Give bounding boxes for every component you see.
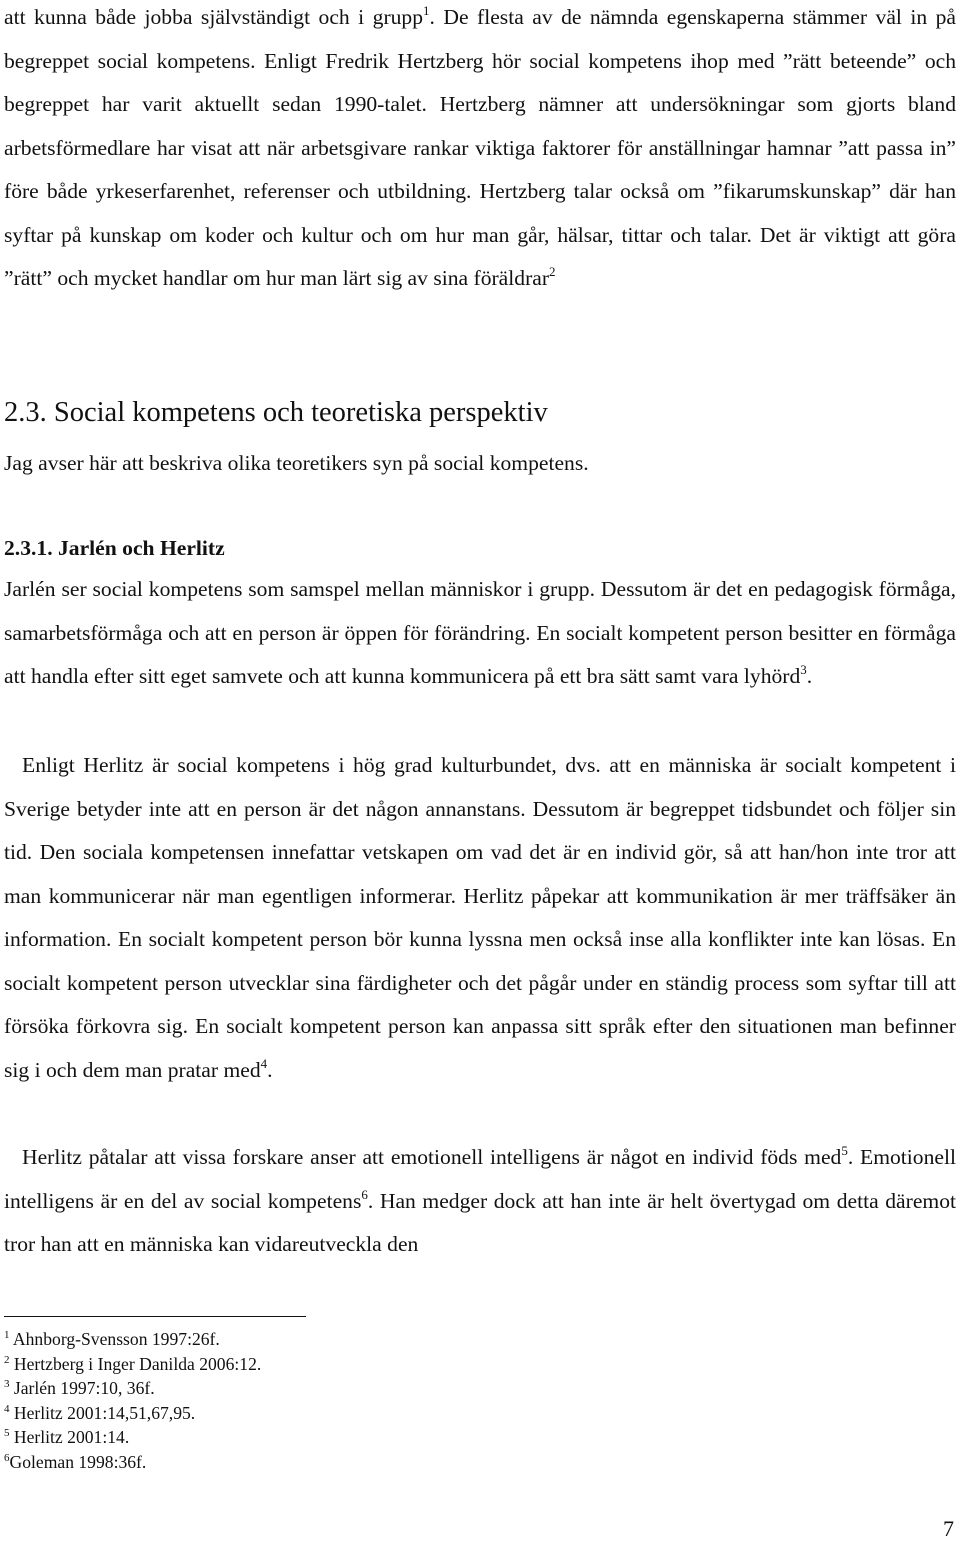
text: Enligt Herlitz är social kompetens i hög grad kulturbundet, dvs. att en människa är socialt kompetent i Sverige betyder inte att en person är det någon annanstans. Dessutom är begreppet tidsbundet och följer sin tid. Den sociala kompetensen innefattar vetskapen om vad det är en individ gör, så att han/hon inte tror att man kommunicerar när man egentligen informerar. Herlitz påpekar att kommunikation är mer träffsäker än information. En socialt kompetent person bör kunna lyssna men också inse alla konflikter inte kan lösas. En socialt kompetent person utvecklar sina färdigheter och det pågår under en ständig process som syftar till att försöka förkovra sig. En socialt kompetent person kan anpassa sitt språk efter den situationen man befinner sig i och dem man pratar med <box>4 753 956 1082</box>
footnote-text: Jarlén 1997:10, 36f. <box>9 1378 155 1399</box>
footnote-ref: 6 <box>361 1186 368 1202</box>
footnote-number: 5 <box>4 1427 10 1440</box>
text: . De flesta av de nämnda egenskaperna stämmer väl in på begreppet social kompetens. Enligt Fredrik Hertzberg hör social kompetens ihop med ”rätt beteende” och begreppet har varit aktuellt sedan 1990-talet. Hertzberg nämner att undersökningar som gjorts bland arbetsförmedlare har visat att när arbetsgivare rankar viktiga faktorer för anställningar hamnar ”att passa in” före både yrkeserfarenhet, referenser och utbildning. Hertzberg talar också om ”fikarumskunskap” där han syftar på kunskap om koder och kultur och om hur man går, hälsar, tittar och talar. Det är viktigt att göra ”rätt” och mycket handlar om hur man lärt sig av sina föräldrar <box>4 5 956 290</box>
section-heading: 2.3. Social kompetens och teoretiska perspektiv <box>4 397 548 428</box>
footnote-number: 1 <box>4 1329 10 1341</box>
footnote <box>4 1376 604 1401</box>
footnote-ref: 3 <box>800 662 807 677</box>
text: . Han medger dock att han inte är helt övertygad om detta däremot tror han att en människa kan vidareutveckla den <box>4 1188 956 1256</box>
footnote-ref: 2 <box>549 264 556 279</box>
subsection-heading: 2.3.1. Jarlén och Herlitz <box>4 536 225 560</box>
text: att kunna både jobba självständigt och i grupp <box>4 5 424 29</box>
footnote <box>4 1450 604 1475</box>
section-intro: Jag avser här att beskriva olika teoretikers syn på social kompetens. <box>4 451 589 475</box>
footnote-text: Goleman 1998:36f. <box>9 1451 147 1472</box>
footnote-ref: 1 <box>423 3 430 18</box>
footnote-number: 6 <box>4 1451 10 1464</box>
footnotes <box>4 1327 604 1475</box>
footnote <box>4 1327 604 1352</box>
paragraph-herlitz <box>4 744 956 1092</box>
footnote <box>4 1352 604 1377</box>
footnote-ref: 4 <box>260 1055 268 1071</box>
page-number: 7 <box>943 1516 954 1541</box>
paragraph-social-kompetens-intro <box>4 0 956 301</box>
footnote-number: 2 <box>4 1353 10 1366</box>
text: . <box>806 664 813 688</box>
text: Herlitz påtalar att vissa forskare anser att emotionell intelligens är något en individ föds med <box>22 1145 842 1169</box>
text: Jarlén ser social kompetens som samspel mellan människor i grupp. Dessutom är det en pedagogisk förmåga, samarbetsförmåga och att en person är öppen för förändring. En socialt kompetent person besitter en förmåga att handla efter sitt eget samvete och att kunna kommunicera på ett bra sätt samt vara lyhörd <box>4 577 956 688</box>
footnote-number: 3 <box>4 1378 10 1391</box>
footnote-text: Ahnborg-Svensson 1997:26f. <box>9 1329 220 1349</box>
footnote <box>4 1401 604 1426</box>
paragraph-emotionell-intelligens <box>4 1136 956 1267</box>
footnote-number: 4 <box>4 1402 10 1415</box>
text: . Emotionell intelligens är en del av social kompetens <box>4 1145 956 1213</box>
footnote <box>4 1425 604 1450</box>
footnote-divider <box>4 1316 306 1317</box>
footnote-text: Herlitz 2001:14,51,67,95. <box>9 1402 196 1423</box>
footnote-text: Hertzberg i Inger Danilda 2006:12. <box>9 1353 262 1374</box>
footnote-text: Herlitz 2001:14. <box>9 1427 130 1448</box>
paragraph-jarlen <box>4 568 956 699</box>
footnote-ref: 5 <box>841 1143 848 1158</box>
text: . <box>267 1057 273 1082</box>
